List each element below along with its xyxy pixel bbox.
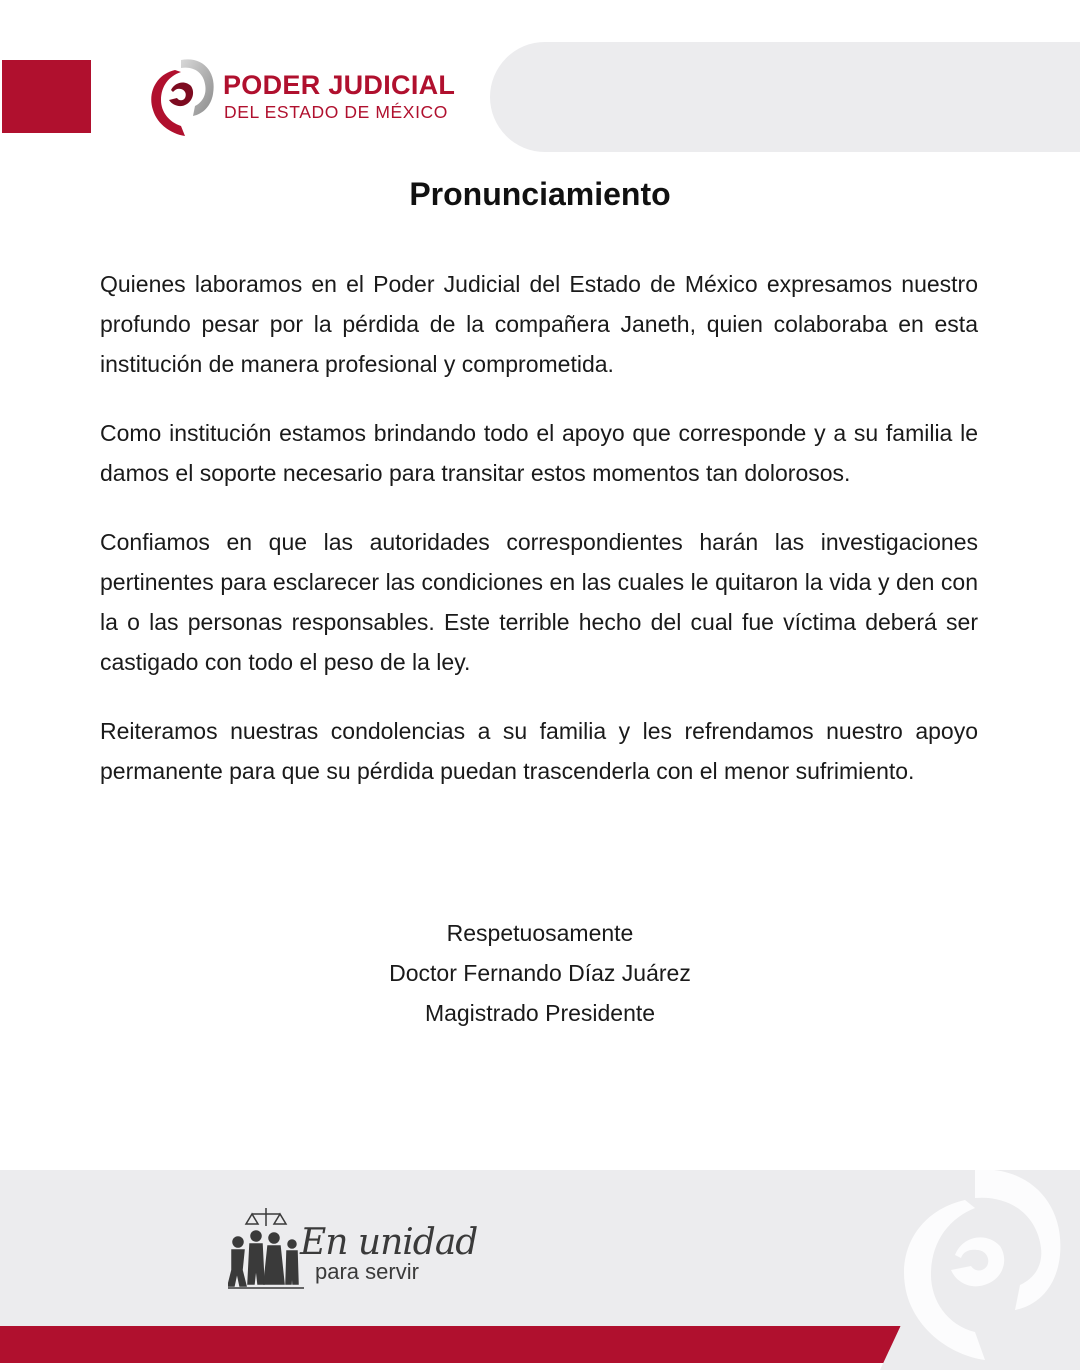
paragraph-3: Confiamos en que las autoridades correspondientes harán las investigaciones pertinentes para esclarecer las condiciones en las cuales le quitaron la vida y den con la o las personas responsables. Este terrible hecho del cual fue víctima deberá ser castigado con todo el peso de la ley. <box>100 529 978 675</box>
document-title: Pronunciamiento <box>409 176 671 212</box>
paragraph-2: Como institución estamos brindando todo el apoyo que corresponde y a su familia le damos el soporte necesario para transitar estos momentos tan dolorosos. <box>100 420 978 486</box>
poder-judicial-logo-icon <box>145 54 217 140</box>
document-body <box>100 264 978 820</box>
logo-watermark-icon <box>875 1160 1080 1363</box>
slogan-main: En unidad <box>300 1222 478 1263</box>
signature-block <box>0 913 1080 1033</box>
signer-title: Magistrado Presidente <box>424 1000 656 1026</box>
header-gray-band <box>490 42 1080 152</box>
institution-subtitle: DEL ESTADO DE MÉXICO <box>224 102 448 122</box>
header-red-block <box>2 60 91 133</box>
paragraph-1: Quienes laboramos en el Poder Judicial del Estado de México expresamos nuestro profundo pesar por la pérdida de la compañera Janeth, quien colaboraba en esta institución de manera profesional y comprometida. <box>100 271 978 377</box>
institution-name: PODER JUDICIAL <box>223 70 456 100</box>
paragraph-4: Reiteramos nuestras condolencias a su familia y les refrendamos nuestro apoyo permanente para que su pérdida puedan trascenderla con el menor sufrimiento. <box>100 718 978 784</box>
people-justice-icon <box>228 1206 306 1290</box>
closing-line: Respetuosamente <box>446 920 634 946</box>
slogan-sub: para servir <box>315 1259 419 1284</box>
signer-name: Doctor Fernando Díaz Juárez <box>389 960 691 986</box>
